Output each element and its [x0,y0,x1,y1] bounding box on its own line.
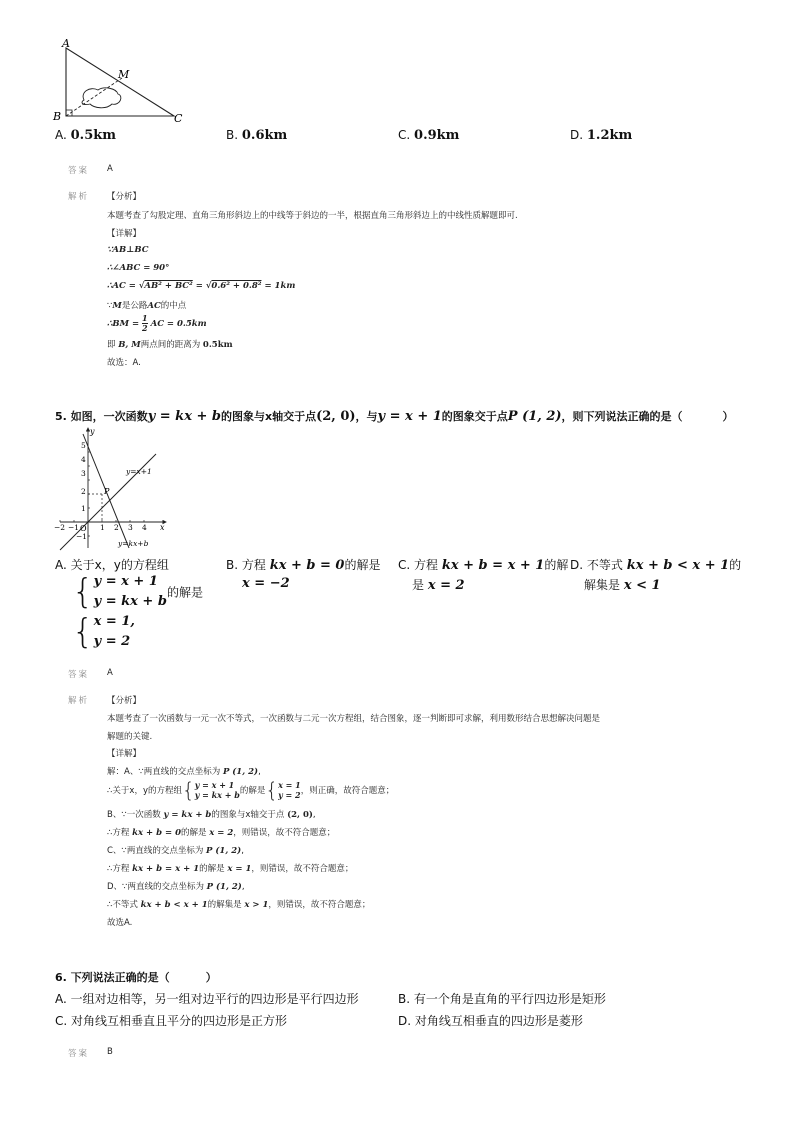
y-tick-label: 2 [81,487,86,496]
y-tick-label: −1 [76,532,88,541]
solution-line: ∴关于x，y的方程组{ y = x + 1 y = kx + b 的解是{ x = 1 y = 2 ，则正确，故符合题意； [107,778,395,802]
option-value: 0.5km [70,128,117,143]
answer-label: 答案 [68,166,90,176]
analysis-heading: 【分析】 [107,696,142,706]
answer-value: B [107,1047,113,1057]
q5-option-b-line2: x = −2 [242,576,290,591]
q5-option-c-line2: 是 x = 2 [412,578,465,593]
analysis-heading: 【分析】 [107,192,142,202]
option-letter: B. [226,128,239,142]
q5-option-c[interactable]: C. 方程 kx + b = x + 1的解 [398,558,569,573]
analysis-text: 本题考查了一次函数与一元一次不等式，一次函数与二元一次方程组，结合图象，逐一判断即可求解，利用数形结合思想解决问题是 [107,714,601,724]
point-m-label: M [118,68,130,81]
solution-line: ∴∠ABC = 90° [107,263,170,273]
solution-line: ∴BM = $\frac{1}{2}$ AC = 0.5km [107,313,207,333]
option-letter: C. [398,128,411,142]
answer-value: A [107,668,113,678]
detail-heading: 【详解】 [107,749,142,759]
q6-stem: 6. 下列说法正确的是（ ） [55,971,217,984]
vertex-b-label: B [53,110,62,123]
analysis-label: 解析 [68,192,90,202]
analysis-text: 本题考查了勾股定理、直角三角形斜边上的中线等于斜边的一半，根据直角三角形斜边上的中线性质解题即可. [107,211,518,221]
q4-option-d[interactable] [570,128,632,143]
q5-option-d-line2: 解集是 x < 1 [584,578,661,593]
option-letter: D. [570,128,584,142]
y-tick-label: 4 [81,455,86,464]
vertex-a-label: A [62,37,70,50]
solution-line: ∴方程 kx + b = 0的解是 x = 2，则错误，故不符合题意； [107,828,336,838]
line2-label: y=kx+b [118,539,149,548]
q4-option-a[interactable] [55,128,116,143]
solution-line: ∴方程 kx + b = x + 1的解是 x = 1，则错误，故不符合题意； [107,864,354,874]
solution-line: 解：A、∵两直线的交点坐标为 P (1, 2), [107,767,261,777]
x-tick-label: 1 [100,523,105,532]
solution-line: ∵AB⊥BC [107,245,149,255]
q6-option-b[interactable]: B. 有一个角是直角的平行四边形是矩形 [398,992,606,1006]
origin-label: O [80,524,87,533]
analysis-label: 解析 [68,696,90,706]
y-tick-label: 3 [81,469,86,478]
solution-line: ∴AC = √AB² + BC² = √0.6² + 0.8² = 1km [107,281,296,291]
y-axis-label: y [90,427,95,436]
q5-option-a[interactable]: A. 关于x，y的方程组 [55,558,169,572]
q4-option-c[interactable] [398,128,459,143]
x-tick-label: 2 [114,523,119,532]
solution-line: 故选：A. [107,358,141,368]
solution-line: ∵M是公路AC的中点 [107,301,187,311]
q6-option-c[interactable]: C. 对角线互相垂直且平分的四边形是正方形 [55,1014,288,1028]
x-tick-label: −1 [68,523,80,532]
q6-option-a[interactable]: A. 一组对边相等，另一组对边平行的四边形是平行四边形 [55,992,359,1006]
answer-label: 答案 [68,1049,90,1059]
x-axis-label: x [160,523,165,532]
answer-label: 答案 [68,670,90,680]
option-value: 1.2km [586,128,633,143]
y-tick-label: 5 [81,441,86,450]
solution-line: 即 B, M两点间的距离为 0.5km [107,340,233,350]
answer-value: A [107,164,113,174]
triangle-figure [50,36,190,124]
function-graph [56,424,176,552]
option-value: 0.9km [414,128,460,143]
q4-option-b[interactable] [226,128,287,143]
option-value: 0.6km [241,128,288,143]
analysis-text: 解题的关键. [107,732,153,742]
x-tick-label: −2 [54,523,66,532]
solution-line: B、∵一次函数 y = kx + b的图象与x轴交于点 (2, 0), [107,810,316,820]
solution-line: C、∵两直线的交点坐标为 P (1, 2), [107,846,244,856]
vertex-c-label: C [174,112,183,125]
q5-option-d[interactable]: D. 不等式 kx + b < x + 1的 [570,558,742,573]
q6-option-d[interactable]: D. 对角线互相垂直的四边形是菱形 [398,1014,583,1028]
q5-option-a-solution: { x = 1, y = 2 [72,612,135,652]
q5-option-b[interactable]: B. 方程 kx + b = 0的解是 [226,558,381,573]
detail-heading: 【详解】 [107,229,142,239]
solution-line: ∴不等式 kx + b < x + 1的解集是 x > 1，则错误，故不符合题意； [107,900,371,910]
point-p-label: P [104,487,110,496]
x-tick-label: 3 [128,523,133,532]
q5-stem: 5. 如图，一次函数y = kx + b的图象与x轴交于点(2, 0)，与y = x + 1的图象交于点P (1, 2)，则下列说法正确的是（ ） [55,409,734,424]
solution-line: 故选A. [107,918,133,928]
x-tick-label: 4 [142,523,147,532]
y-tick-label: 1 [81,504,86,513]
q5-option-a-system: { y = x + 1 y = kx + b 的解是 [72,572,203,612]
option-letter: A. [55,128,67,142]
line1-label: y=x+1 [126,467,152,476]
solution-line: D、∵两直线的交点坐标为 P (1, 2), [107,882,245,892]
